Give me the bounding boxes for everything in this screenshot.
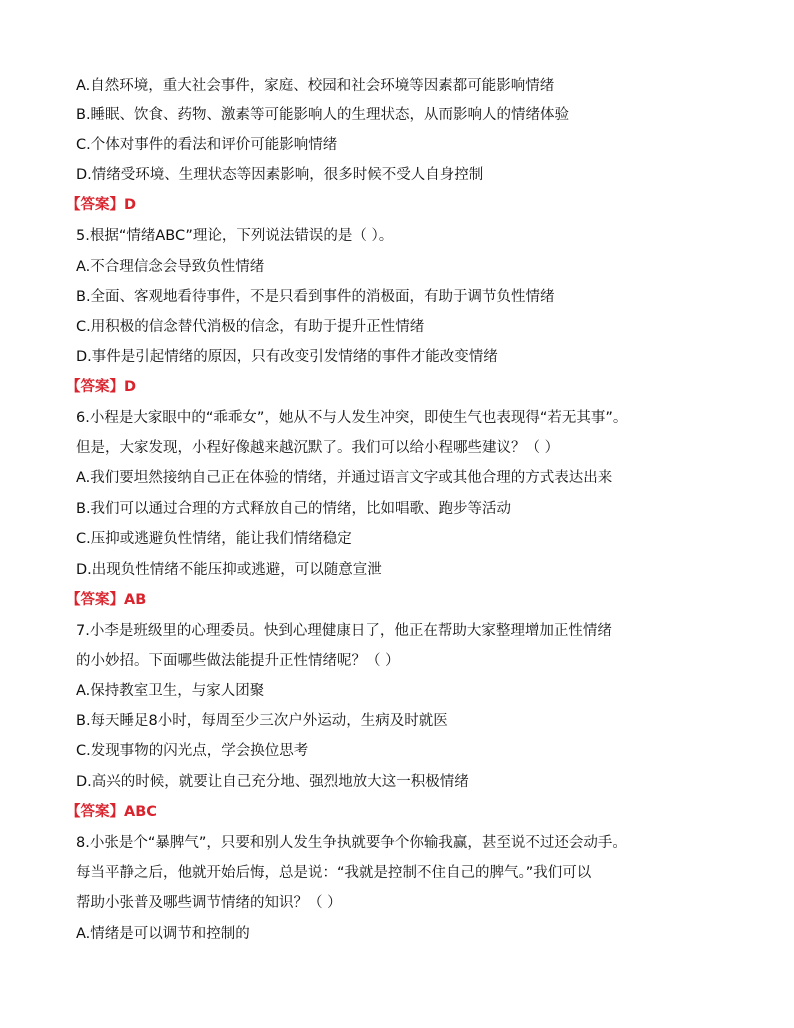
option-line: A.自然环境，重大社会事件，家庭、校园和社会环境等因素都可能影响情绪 (76, 78, 555, 94)
answer-label: 【答案】AB (66, 592, 147, 608)
answer-label: 【答案】D (66, 379, 137, 395)
option-line: B.睡眠、饮食、药物、激素等可能影响人的生理状态，从而影响人的情绪体验 (76, 107, 570, 123)
question-line: 每当平静之后，他就开始后悔，总是说：“我就是控制不住自己的脾气。”我们可以 (76, 865, 592, 881)
option-line: C.发现事物的闪光点，学会换位思考 (76, 743, 309, 759)
question-line: 帮助小张普及哪些调节情绪的知识？（ ） (76, 895, 342, 911)
option-line: C.用积极的信念替代消极的信念，有助于提升正性情绪 (76, 319, 425, 335)
option-line: C.压抑或逃避负性情绪，能让我们情绪稳定 (76, 531, 352, 547)
answer-label: 【答案】ABC (66, 804, 157, 820)
answer-label: 【答案】D (66, 197, 137, 213)
question-line: 8.小张是个“暴脾气”，只要和别人发生争执就要争个你输我赢，甚至说不过还会动手。 (76, 835, 627, 851)
option-line: A.保持教室卫生，与家人团聚 (76, 683, 265, 699)
question-line: 的小妙招。下面哪些做法能提升正性情绪呢？（ ） (76, 653, 400, 669)
option-line: D.情绪受环境、生理状态等因素影响，很多时候不受人自身控制 (76, 167, 484, 183)
option-line: A.我们要坦然接纳自己正在体验的情绪，并通过语言文字或其他合理的方式表达出来 (76, 470, 613, 486)
option-line: C.个体对事件的看法和评价可能影响情绪 (76, 137, 338, 153)
option-line: A.不合理信念会导致负性情绪 (76, 259, 265, 275)
question-line: 6.小程是大家眼中的“乖乖女”，她从不与人发生冲突，即使生气也表现得“若无其事”。 (76, 410, 628, 426)
option-line: B.全面、客观地看待事件，不是只看到事件的消极面，有助于调节负性情绪 (76, 289, 555, 305)
option-line: B.我们可以通过合理的方式释放自己的情绪，比如唱歌、跑步等活动 (76, 501, 512, 517)
option-line: A.情绪是可以调节和控制的 (76, 926, 250, 942)
question-line: 7.小李是班级里的心理委员。快到心理健康日了，他正在帮助大家整理增加正性情绪 (76, 623, 612, 639)
option-line: D.出现负性情绪不能压抑或逃避，可以随意宣泄 (76, 562, 382, 578)
option-line: D.事件是引起情绪的原因，只有改变引发情绪的事件才能改变情绪 (76, 349, 498, 365)
option-line: B.每天睡足8小时，每周至少三次户外运动，生病及时就医 (76, 713, 448, 729)
question-line: 但是，大家发现，小程好像越来越沉默了。我们可以给小程哪些建议？（ ） (76, 440, 560, 456)
option-line: D.高兴的时候，就要让自己充分地、强烈地放大这一积极情绪 (76, 774, 469, 790)
question-line: 5.根据“情绪ABC”理论，下列说法错误的是（ ）。 (76, 228, 394, 244)
